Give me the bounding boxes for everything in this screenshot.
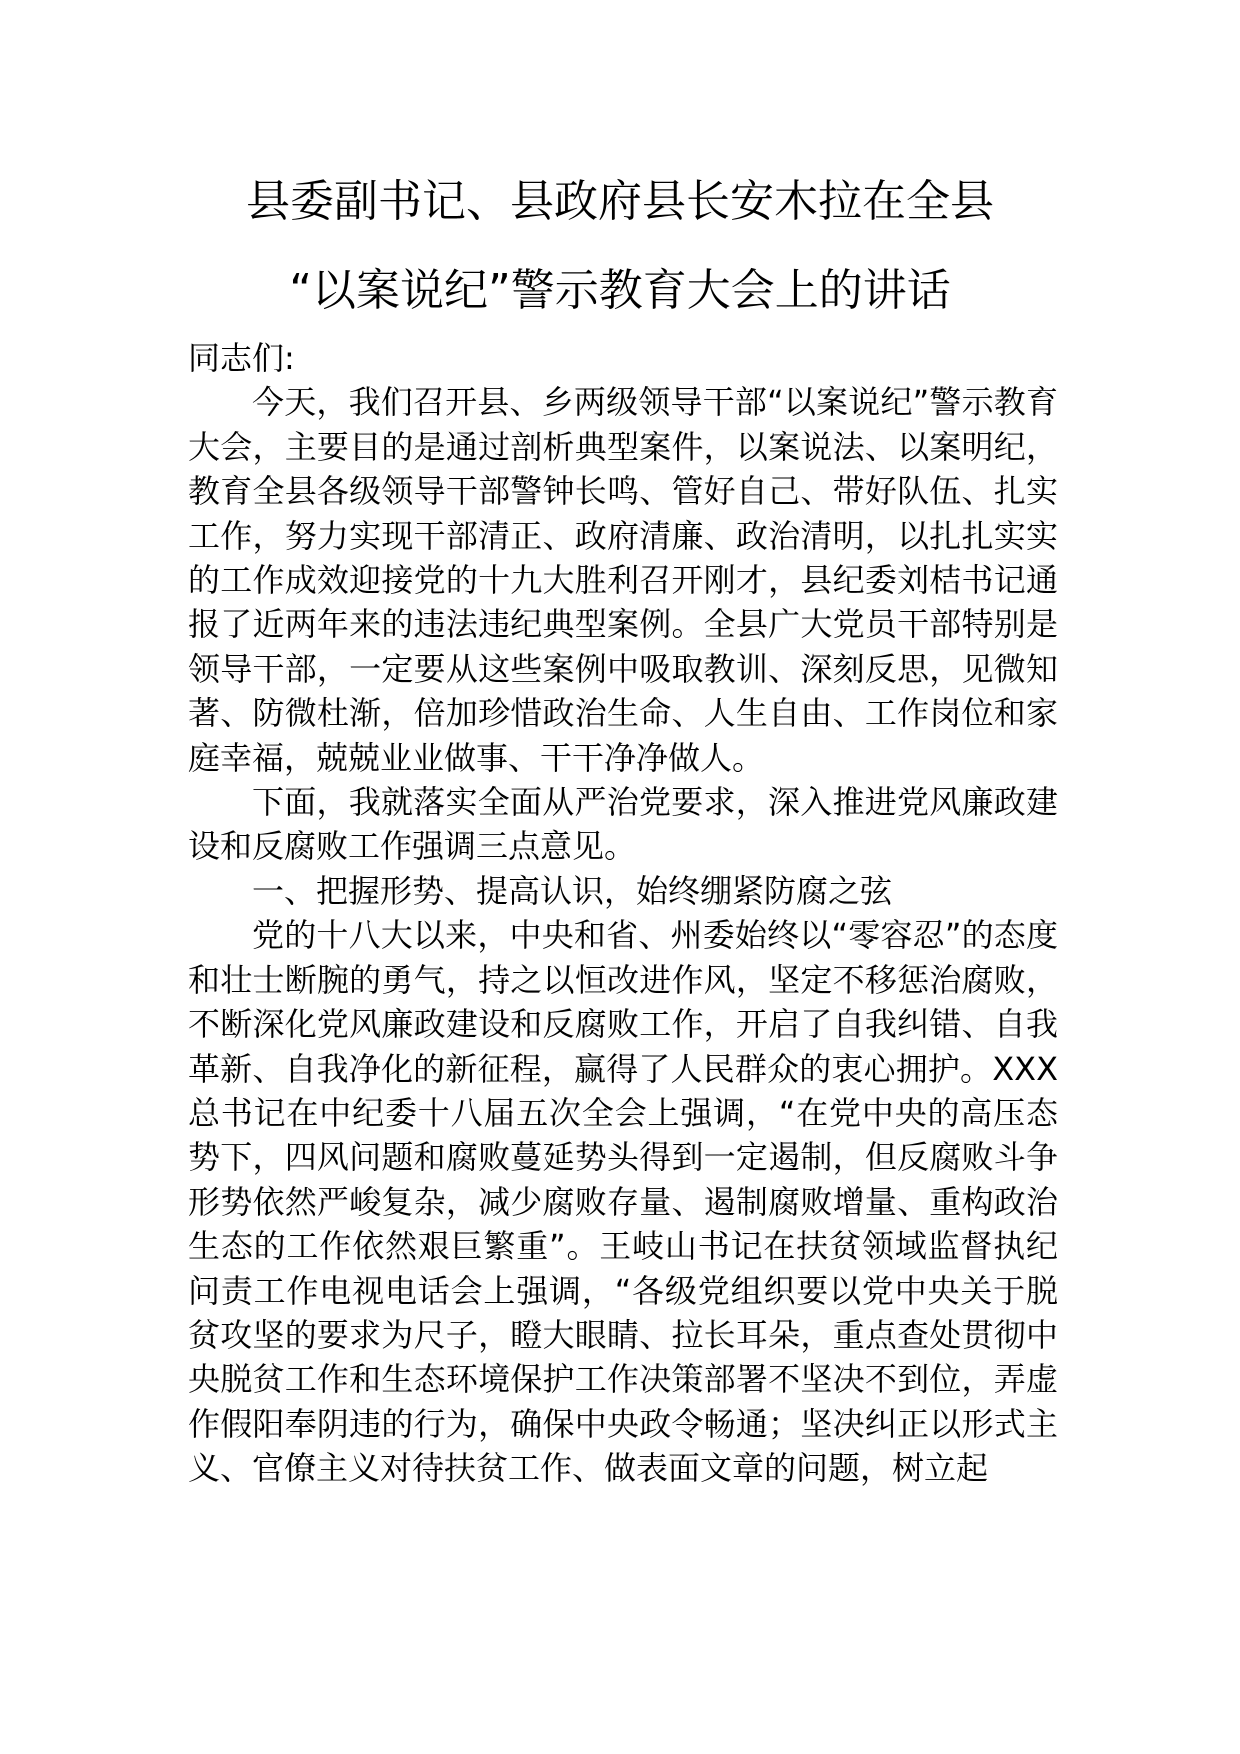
body-paragraph: 党的十八大以来，中央和省、州委始终以“零容忍”的态度和壮士断腕的勇气，持之以恒改进作风，坚定不移惩治腐败，不断深化党风廉政建设和反腐败工作，开启了自我纠错、自我革新、自我净化的新征程，赢得了人民群众的衷心拥护。XXX 总书记在中纪委十八届五次全会上强调，“在党中央的高压态势下，四风问题和腐败蔓延势头得到一定遏制，但反腐败斗争形势依然严峻复杂，减少腐败存量、遏制腐败增量、重构政治生态的工作依然艰巨繁重”。王岐山书记在扶贫领域监督执纪问责工作电视电话会上强调，“各级党组织要以党中央关于脱贫攻坚的要求为尺子，瞪大眼睛、拉长耳朵，重点查处贯彻中央脱贫工作和生态环境保护工作决策部署不坚决不到位，弄虚作假阳奉阴违的行为，确保中央政令畅通；坚决纠正以形式主义、官僚主义对待扶贫工作、做表面文章的问题，树立起 [188,916,1058,1488]
document-body [188,336,1058,1491]
salutation: 同志们: [188,339,295,377]
document-title-line-1: 县委副书记、县政府县长安木拉在全县 [246,176,994,227]
body-paragraph: 今天，我们召开县、乡两级领导干部“以案说纪”警示教育大会，主要目的是通过剖析典型案件，以案说法、以案明纪，教育全县各级领导干部警钟长鸣、管好自己、带好队伍、扎实工作，努力实现干部清正、政府清廉、政治清明，以扎扎实实的工作成效迎接党的十九大胜利召开刚才，县纪委刘桔书记通报了近两年来的违法违纪典型案例。全县广大党员干部特别是领导干部，一定要从这些案例中吸取教训、深刻反思，见微知著、防微杜渐，倍加珍惜政治生命、人生自由、工作岗位和家庭幸福，兢兢业业做事、干干净净做人。 [188,383,1058,777]
body-paragraph: 下面，我就落实全面从严治党要求，深入推进党风廉政建设和反腐败工作强调三点意见。 [188,783,1058,866]
document-title-line-2: “以案说纪”警示教育大会上的讲话 [289,265,951,316]
section-heading: 一、把握形势、提高认识，始终绷紧防腐之弦 [252,871,893,910]
